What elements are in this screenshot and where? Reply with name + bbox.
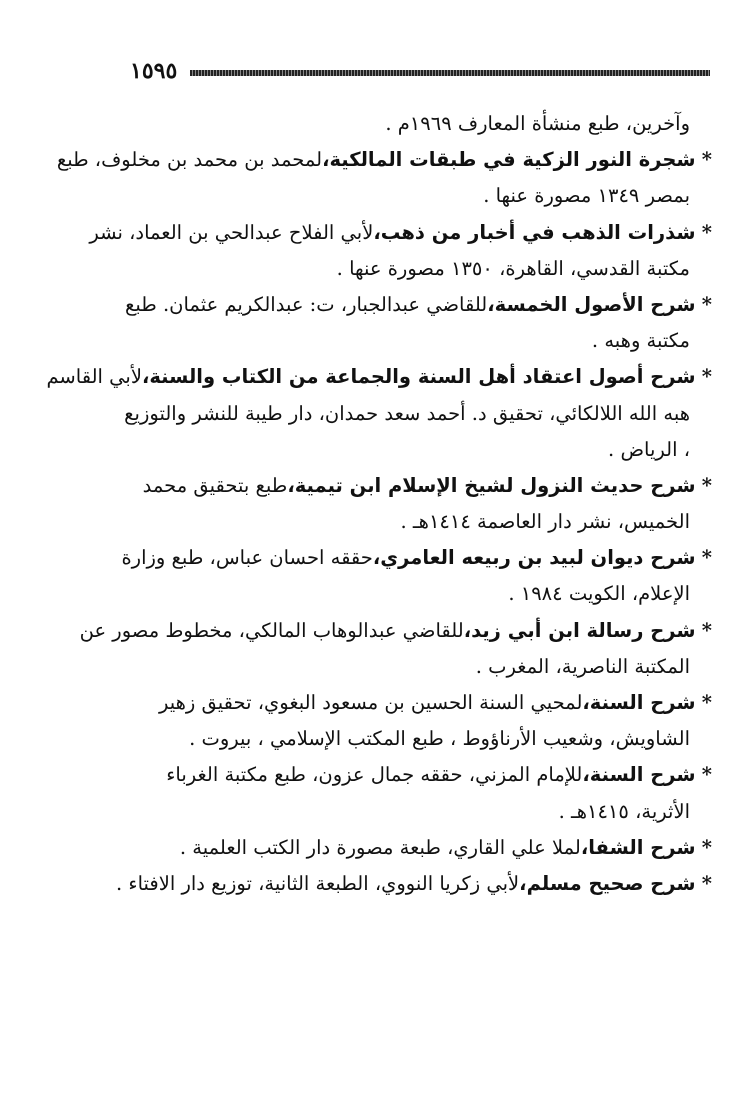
entry-continuation-line: وآخرين، طبع منشأة المعارف ١٩٦٩م .: [385, 112, 690, 135]
entry-details: حققه احسان عباس، طبع وزارة: [121, 546, 373, 570]
bibliography-entry: [92, 757, 712, 829]
asterisk-bullet: *: [701, 365, 712, 389]
entry-first-line: [92, 830, 712, 866]
entry-continuation-line: بمصر ١٣٤٩ مصورة عنها .: [483, 184, 690, 208]
entry-title: شرح السنة،: [582, 763, 696, 787]
entry-details: طبع بتحقيق محمد: [142, 473, 288, 497]
asterisk-bullet: *: [701, 148, 712, 172]
entry-title: شرح الأصول الخمسة،: [487, 292, 696, 316]
entry-continuation-line: الأثرية، ١٤١٥هـ .: [558, 799, 690, 823]
entry-title: شجرة النور الزكية في طبقات المالكية،: [322, 148, 696, 172]
header-rule: [190, 70, 710, 76]
asterisk-bullet: *: [701, 835, 712, 859]
entry-continuation-line: المكتبة الناصرية، المغرب .: [475, 654, 690, 678]
entry-continuation-line: مكتبة وهبه .: [591, 329, 690, 353]
bibliography-entry: [92, 866, 712, 902]
entry-details: للإمام المزني، حققه جمال عزون، طبع مكتبة الغرباء: [166, 763, 583, 787]
bibliography-entry: [92, 830, 712, 866]
entry-details: لأبي الفلاح عبدالحي بن العماد، نشر: [89, 220, 374, 244]
entry-continuation-line: الخميس، نشر دار العاصمة ١٤١٤هـ .: [400, 510, 690, 534]
entry-first-line: [46, 359, 712, 395]
bibliography-entry: [92, 106, 712, 142]
entry-continuation-line: الإعلام، الكويت ١٩٨٤ .: [508, 582, 690, 606]
entry-first-line: [89, 215, 712, 251]
entry-first-line: [92, 468, 712, 504]
entry-title: شذرات الذهب في أخبار من ذهب،: [373, 220, 696, 244]
entry-continuation-line: ، الرياض .: [608, 437, 690, 461]
entry-continuation-line: الشاويش، وشعيب الأرناؤوط ، طبع المكتب الإسلامي ، بيروت .: [189, 727, 690, 751]
entry-continuation-line: هبه الله اللالكائي، تحقيق د. أحمد سعد حمدان، دار طيبة للنشر والتوزيع: [124, 401, 690, 425]
entry-title: شرح أصول اعتقاد أهل السنة والجماعة من الكتاب والسنة،: [141, 365, 696, 389]
entry-details: لأبي القاسم: [46, 365, 142, 389]
bibliography-entry: [46, 359, 712, 468]
entry-title: شرح ديوان لبيد بن ربيعه العامري،: [372, 546, 696, 570]
entry-details: للقاضي عبدالجبار، ت: عبدالكريم عثمان. طبع: [124, 292, 488, 316]
asterisk-bullet: *: [701, 618, 712, 642]
entry-details: للقاضي عبدالوهاب المالكي، مخطوط مصور عن: [79, 618, 464, 642]
asterisk-bullet: *: [701, 546, 712, 570]
asterisk-bullet: *: [701, 473, 712, 497]
entry-details: لمحيي السنة الحسين بن مسعود البغوي، تحقيق زهير: [158, 691, 583, 714]
asterisk-bullet: *: [701, 871, 712, 895]
bibliography-entry: [92, 287, 712, 359]
page-number: ١٥٩٥: [130, 58, 178, 84]
entry-first-line: [79, 613, 712, 649]
entry-first-line: [92, 287, 712, 323]
entry-title: شرح حديث النزول لشيخ الإسلام ابن تيمية،: [287, 473, 696, 497]
bibliography-entry: [56, 142, 712, 214]
bibliography-entry: [89, 215, 712, 287]
entry-title: شرح الشفا،: [580, 835, 696, 859]
asterisk-bullet: *: [701, 763, 712, 787]
entry-continuation-line: مكتبة القدسي، القاهرة، ١٣٥٠ مصورة عنها .: [336, 256, 690, 280]
entry-first-line: [92, 757, 712, 793]
asterisk-bullet: *: [701, 691, 712, 714]
entry-title: شرح صحيح مسلم،: [519, 871, 696, 895]
bibliography-entry: [92, 468, 712, 540]
entry-title: شرح السنة،: [582, 691, 696, 714]
entry-details: لمحمد بن محمد بن مخلوف، طبع: [56, 148, 323, 172]
page-header: [130, 58, 710, 88]
entry-title: شرح رسالة ابن أبي زيد،: [463, 618, 696, 642]
bibliography-entry: [92, 540, 712, 612]
bibliography-list: [46, 106, 712, 902]
bibliography-entry: [79, 613, 712, 685]
asterisk-bullet: *: [701, 220, 712, 244]
entry-details: لأبي زكريا النووي، الطبعة الثانية، توزيع دار الافتاء .: [116, 871, 520, 895]
entry-first-line: [92, 866, 712, 902]
bibliography-entry: [92, 685, 712, 757]
entry-first-line: [92, 540, 712, 576]
asterisk-bullet: *: [701, 292, 712, 316]
entry-first-line: [56, 142, 712, 178]
entry-first-line: [92, 685, 712, 721]
entry-details: لملا علي القاري، طبعة مصورة دار الكتب العلمية .: [179, 835, 581, 859]
